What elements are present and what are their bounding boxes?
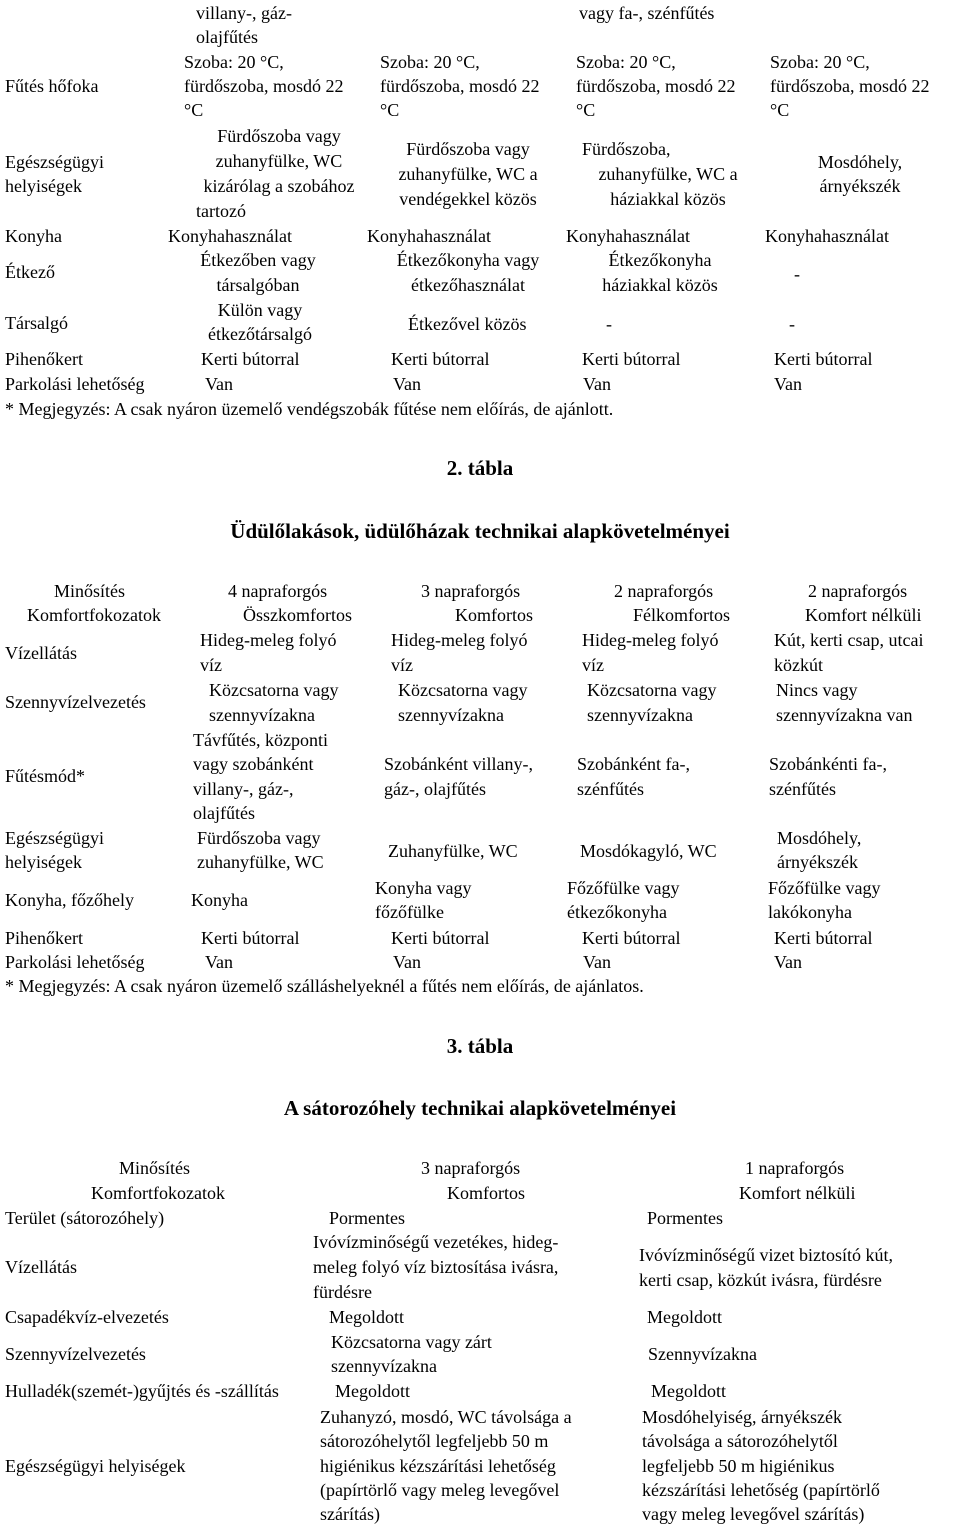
t2-number: 2. tábla [446,456,514,480]
t2-title: Üdülőlakások, üdülőházak technikai alapkövetelményei [230,519,730,543]
t1-dining-c2-l2: étkezőhasználat [411,275,525,295]
t2-sanitary-label-l1: Egészségügyi [5,828,104,848]
t2-sanitary-c4-l2: árnyékszék [777,852,858,872]
t3-sewage-c2: Szennyvízakna [648,1344,757,1364]
t3-rain-c1: Megoldott [329,1307,404,1327]
t1-dining-c1-l1: Étkezőben vagy [200,250,316,270]
t1-sanitary-c3-l3: háziakkal közös [610,189,726,209]
t1-parking-c2: Van [393,374,421,394]
t3-sanitary-label: Egészségügyi helyiségek [5,1456,186,1476]
t2-water-c1-l1: Hideg-meleg folyó [200,630,337,650]
t2-kitchen-c1: Konyha [191,890,248,910]
t1-sanitary-c2-l1: Fürdőszoba vagy [406,139,530,159]
t2-sewage-c1-l1: Közcsatorna vagy [209,680,339,700]
t2-sewage-c4-l2: szennyvízakna van [776,705,913,725]
t3-rain-label: Csapadékvíz-elvezetés [5,1307,169,1327]
t2-sanitary-c1-l2: zuhanyfülke, WC [197,852,324,872]
t1-sanitary-c2-l3: vendégekkel közös [399,189,537,209]
t1-dining-label: Étkező [5,262,55,282]
t1-kitchen-c1: Konyhahasználat [168,226,292,246]
t1-sanitary-c1-l2: zuhanyfülke, WC [215,151,343,171]
t2-sewage-c3-l1: Közcsatorna vagy [587,680,717,700]
t2-garden-label: Pihenőkert [5,928,83,948]
t1-heating-temp-c3-l2: fürdőszoba, mosdó 22 [576,76,736,96]
t1-heating-temp-c4-l1: Szoba: 20 °C, [770,52,870,72]
t1-lounge-label: Társalgó [5,313,68,333]
t1-dining-c1-l2: társalgóban [216,275,300,295]
t3-sanitary-c2-l4: kézszárítási lehetőség (papírtörlő [642,1480,880,1500]
t2-kitchen-c3-l2: étkezőkonyha [567,902,667,922]
t3-rating-c2: 1 napraforgós [745,1158,845,1178]
t2-comfort-c1: Összkomfortos [243,605,352,625]
t2-rating-c3: 2 napraforgós [614,581,714,601]
t1-lounge-c2: Étkezővel közös [408,314,527,334]
t1-sanitary-label-l1: Egészségügyi [5,152,104,172]
t1-sanitary-c3-l2: zuhanyfülke, WC a [598,164,738,184]
t2-kitchen-c2-l2: főzőfülke [375,902,444,922]
t2-comfort-c4: Komfort nélküli [805,605,922,625]
t1-heating-type-col3: vagy fa-, szénfűtés [579,3,715,23]
t2-rating-c2: 3 napraforgós [421,581,521,601]
t2-sewage-c2-l1: Közcsatorna vagy [398,680,528,700]
t2-water-c1-l2: víz [200,655,222,675]
t1-sanitary-c1-l3: kizárólag a szobához [203,176,355,196]
t2-heating-c4-l1: Szobánkénti fa-, [769,754,887,774]
t2-kitchen-label: Konyha, főzőhely [5,890,134,910]
t1-sanitary-c3-l1: Fürdőszoba, [582,139,671,159]
t3-rain-c2: Megoldott [647,1307,722,1327]
t3-comfort-label: Komfortfokozatok [91,1183,225,1203]
t3-sewage-c1-l2: szennyvízakna [331,1356,437,1376]
t3-water-c2-l2: kerti csap, közkút ivásra, fürdésre [639,1270,882,1290]
t3-sanitary-c1-l1: Zuhanyzó, mosdó, WC távolsága a [320,1407,572,1427]
t2-heating-c4-l2: szénfűtés [769,779,836,799]
t1-garden-c4: Kerti bútorral [774,349,873,369]
t2-note: * Megjegyzés: A csak nyáron üzemelő szálláshelyeknél a fűtés nem előírás, de ajánlatos. [5,976,644,996]
t2-kitchen-c4-l2: lakókonyha [768,902,852,922]
t2-heating-label: Fűtésmód* [5,766,86,786]
t3-sanitary-c2-l1: Mosdóhelyiség, árnyékszék [642,1407,842,1427]
t1-heating-temp-c1-l3: °C [184,100,204,120]
t1-heating-temp-c2-l1: Szoba: 20 °C, [380,52,480,72]
t1-heating-temp-c2-l3: °C [380,100,400,120]
t1-garden-c3: Kerti bútorral [582,349,681,369]
t2-parking-c2: Van [393,952,421,972]
t1-parking-c4: Van [774,374,802,394]
t2-heating-c1-l4: olajfűtés [193,803,255,823]
t1-sanitary-label-l2: helyiségek [5,176,82,196]
t2-sanitary-label-l2: helyiségek [5,852,82,872]
t1-sanitary-c4-l2: árnyékszék [819,176,901,196]
t2-rating-label: Minősítés [54,581,126,601]
t2-garden-c2: Kerti bútorral [391,928,490,948]
t3-water-label: Vízellátás [5,1257,77,1277]
t3-waste-c1: Megoldott [335,1381,410,1401]
t1-heating-type-col1-line2: olajfűtés [196,27,258,47]
t3-water-c1-l3: fürdésre [313,1282,372,1302]
t1-parking-label: Parkolási lehetőség [5,374,145,394]
t2-water-c3-l1: Hideg-meleg folyó [582,630,719,650]
t2-sewage-c4-l1: Nincs vagy [776,680,858,700]
t1-dining-c2-l1: Étkezőkonyha vagy [396,250,540,270]
t1-heating-temp-c3-l3: °C [576,100,596,120]
t1-note: * Megjegyzés: A csak nyáron üzemelő vendégszobák fűtése nem előírás, de ajánlott. [5,399,614,419]
t1-sanitary-c4-l1: Mosdóhely, [817,152,903,172]
t2-sanitary-c3: Mosdókagyló, WC [580,841,717,861]
t2-kitchen-c2-l1: Konyha vagy [375,878,472,898]
t2-rating-c1: 4 napraforgós [228,581,328,601]
t2-comfort-c2: Komfortos [455,605,533,625]
t2-comfort-label: Komfortfokozatok [27,605,161,625]
t1-kitchen-c4: Konyhahasználat [765,226,889,246]
t3-sanitary-c1-l2: sátorozóhelytől legfeljebb 50 m [320,1431,549,1451]
t1-heating-temp-label: Fűtés hőfoka [5,76,99,96]
t2-sewage-label: Szennyvízelvezetés [5,692,146,712]
t2-kitchen-c3-l1: Főzőfülke vagy [567,878,680,898]
t1-heating-temp-c3-l1: Szoba: 20 °C, [576,52,676,72]
t2-sanitary-c4-l1: Mosdóhely, [777,828,862,848]
t1-heating-temp-c4-l2: fürdőszoba, mosdó 22 [770,76,930,96]
t3-sewage-label: Szennyvízelvezetés [5,1344,146,1364]
t2-garden-c1: Kerti bútorral [201,928,300,948]
t3-rating-label: Minősítés [119,1158,191,1178]
t1-sanitary-c1-l1: Fürdőszoba vagy [217,126,341,146]
t2-rating-c4: 2 napraforgós [808,581,908,601]
t3-comfort-c1: Komfortos [447,1183,525,1203]
t2-heating-c1-l2: vagy szobánként [193,754,314,774]
t2-kitchen-c4-l1: Főzőfülke vagy [768,878,881,898]
t2-parking-label: Parkolási lehetőség [5,952,145,972]
t2-sanitary-c1-l1: Fürdőszoba vagy [197,828,321,848]
t2-comfort-c3: Félkomfortos [633,605,730,625]
t3-area-c1: Pormentes [329,1208,405,1228]
t3-area-c2: Pormentes [647,1208,723,1228]
t1-heating-type-col1-line1: villany-, gáz- [196,3,292,23]
t1-garden-c2: Kerti bútorral [391,349,490,369]
t2-water-label: Vízellátás [5,643,77,663]
t1-heating-temp-c1-l2: fürdőszoba, mosdó 22 [184,76,344,96]
t3-area-label: Terület (sátorozóhely) [5,1208,165,1228]
t1-heating-temp-c2-l2: fürdőszoba, mosdó 22 [380,76,540,96]
t1-heating-temp-c1-l1: Szoba: 20 °C, [184,52,284,72]
t1-dining-c4: - [794,264,800,284]
t2-sewage-c3-l2: szennyvízakna [587,705,693,725]
t1-lounge-c3: - [606,314,612,334]
t3-sanitary-c2-l2: távolsága a sátorozóhelytől [642,1431,838,1451]
t1-sanitary-c1-l4: tartozó [196,201,246,221]
t3-sewage-c1-l1: Közcsatorna vagy zárt [331,1332,492,1352]
t1-heating-temp-c4-l3: °C [770,100,790,120]
t3-number: 3. tábla [446,1034,514,1058]
t2-garden-c4: Kerti bútorral [774,928,873,948]
t1-dining-c3-l2: háziakkal közös [602,275,718,295]
t1-lounge-c4: - [789,314,795,334]
t3-rating-c1: 3 napraforgós [421,1158,521,1178]
t1-parking-c3: Van [583,374,611,394]
t2-water-c2-l2: víz [391,655,413,675]
t1-parking-c1: Van [205,374,233,394]
t3-sanitary-c1-l4: (papírtörlő vagy meleg levegővel [320,1480,560,1500]
t2-water-c4-l2: közkút [774,655,823,675]
t3-water-c1-l2: meleg folyó víz biztosítása ivásra, [313,1257,559,1277]
t3-waste-c2: Megoldott [651,1381,726,1401]
t3-sanitary-c1-l3: higiénikus kézszárítási lehetőség [320,1456,556,1476]
t2-water-c3-l2: víz [582,655,604,675]
t3-sanitary-c1-l5: szárítás) [320,1504,380,1524]
t2-water-c4-l1: Kút, kerti csap, utcai [774,630,924,650]
t2-sewage-c1-l2: szennyvízakna [209,705,315,725]
t2-sanitary-c2: Zuhanyfülke, WC [388,841,518,861]
t1-lounge-c1-l1: Külön vagy [217,300,303,320]
t2-heating-c1-l3: villany-, gáz-, [193,779,294,799]
t2-parking-c1: Van [205,952,233,972]
t2-heating-c2-l1: Szobánként villany-, [384,754,533,774]
t3-sanitary-c2-l5: vagy meleg levegővel szárítás) [642,1504,865,1524]
t2-water-c2-l1: Hideg-meleg folyó [391,630,528,650]
t1-lounge-c1-l2: étkezőtársalgó [208,324,312,344]
t1-garden-c1: Kerti bútorral [201,349,300,369]
t2-heating-c2-l2: gáz-, olajfűtés [384,779,486,799]
t3-water-c1-l1: Ivóvízminőségű vezetékes, hideg- [313,1232,559,1252]
t1-kitchen-c2: Konyhahasználat [367,226,491,246]
t2-garden-c3: Kerti bútorral [582,928,681,948]
t2-parking-c4: Van [774,952,802,972]
t3-sanitary-c2-l3: legfeljebb 50 m higiénikus [642,1456,835,1476]
t1-sanitary-c2-l2: zuhanyfülke, WC a [398,164,538,184]
t2-heating-c3-l2: szénfűtés [577,779,644,799]
t2-parking-c3: Van [583,952,611,972]
t3-water-c2-l1: Ivóvízminőségű vizet biztosító kút, [639,1245,893,1265]
t2-sewage-c2-l2: szennyvízakna [398,705,504,725]
t3-comfort-c2: Komfort nélküli [739,1183,856,1203]
t1-dining-c3-l1: Étkezőkonyha [608,250,712,270]
t1-garden-label: Pihenőkert [5,349,83,369]
t3-waste-label: Hulladék(szemét-)gyűjtés és -szállítás [5,1381,279,1401]
t1-kitchen-label: Konyha [5,226,62,246]
t3-title: A sátorozóhely technikai alapkövetelményei [283,1096,677,1120]
t2-heating-c3-l1: Szobánként fa-, [577,754,690,774]
t2-heating-c1-l1: Távfűtés, központi [193,730,328,750]
t1-kitchen-c3: Konyhahasználat [566,226,690,246]
